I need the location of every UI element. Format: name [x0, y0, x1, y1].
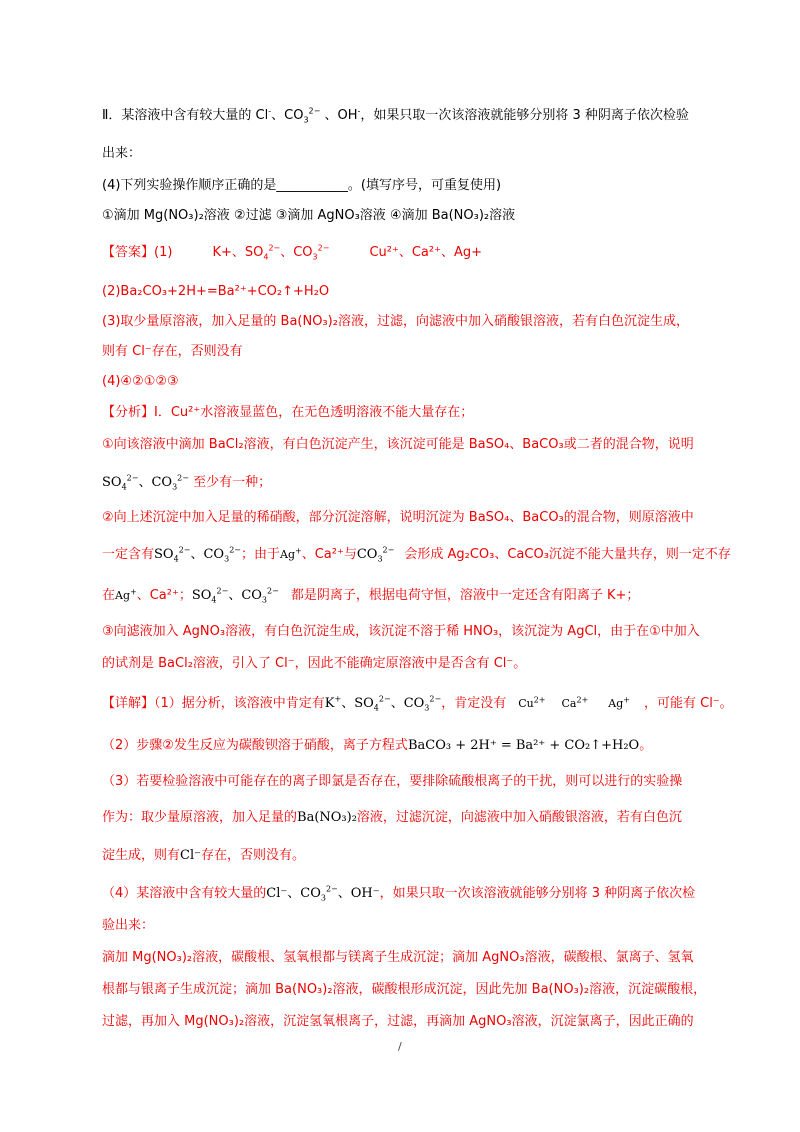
answer-3-line-1: (3)取少量原溶液，加入足量的 Ba(NO₃)₂溶液，过滤，向滤液中加入硝酸银溶液，若有白色沉淀生成， — [102, 314, 689, 329]
detail-3-line-2: 作为：取少量原溶液，加入足量的Ba(NO₃)₂溶液，过滤沉淀，向滤液中加入硝酸银溶液，若有白色沉 — [102, 810, 682, 825]
answer-4: (4)④②①②③ — [102, 374, 179, 389]
page-number: / — [398, 1040, 402, 1053]
detail-4-line-5: 过滤，再加入 Mg(NO₃)₂溶液，沉淀氢氧根离子，过滤，再滴加 AgNO₃溶液，沉淀氯离子，因此正确的 — [102, 1014, 694, 1029]
detail-tag: 【详解】 — [102, 696, 155, 711]
analysis-3-line-2: 一定含有$SO_4^{2-}$、$CO_3^{2-}$；由于Ag+、Ca²⁺与$CO_3^{2-}$ 会形成 Ag₂CO₃、CaCO₃沉淀不能大量共存，则一定不存 — [102, 545, 731, 564]
detail-1: 【详解】（1）据分析，该溶液中肯定有K+、$SO_4^{2-}$、$CO_3^{2-}$，肯定没有 $Cu^{2+}$ $Ca^{2+}$ Ag+ ，可能有 Cl⁻。 — [102, 694, 733, 713]
analysis-2-line-1: ①向该溶液中滴加 BaCl₂溶液，有白色沉淀产生，该沉淀可能是 BaSO₄、BaCO₃或二者的混合物，说明 — [102, 437, 694, 452]
detail-4-line-3: 滴加 Mg(NO₃)₂溶液，碳酸根、氢氧根都与镁离子生成沉淀；滴加 AgNO₃溶液，碳酸根、氯离子、氢氧 — [102, 950, 694, 965]
question-line-1: Ⅱ．某溶液中含有较大量的 Cl-、$CO_3^{2-}$ 、OH-，如果只取一次该溶液就能够分别将 3 种阴离子依次检验 — [102, 106, 689, 125]
question-line-2: 出来： — [102, 146, 142, 161]
equation: BaCO₃ + 2H⁺ = Ba²⁺ + CO₂↑+H₂O — [407, 738, 640, 753]
analysis-1: 【分析】Ⅰ．Cu²⁺水溶液显蓝色，在无色透明溶液不能大量存在； — [102, 405, 474, 420]
cl-ion: Cl- — [255, 106, 272, 123]
detail-2: （2）步骤②发生反应为碳酸钡溶于硝酸，离子方程式BaCO₃ + 2H⁺ = Ba²⁺ + CO₂↑+H₂O。 — [102, 738, 653, 753]
analysis-4-line-1: ③向滤液加入 AgNO₃溶液，有白色沉淀生成，该沉淀不溶于稀 HNO₃，该沉淀为 AgCl，由于在①中加入 — [102, 624, 700, 639]
analysis-3-line-1: ②向上述沉淀中加入足量的稀硝酸，部分沉淀溶解，说明沉淀为 BaSO₄、BaCO₃的混合物，则原溶液中 — [102, 510, 694, 525]
co3-ion: $CO_3^{2-}$ — [284, 106, 321, 125]
answer-tag: 【答案】 — [102, 245, 155, 260]
answer-3-line-2: 则有 Cl⁻存在，否则没有 — [102, 344, 243, 359]
analysis-3-line-3: 在Ag+、Ca²⁺；$SO_4^{2-}$、$CO_3^{2-}$ 都是阴离子，根据电荷守恒，溶液中一定还含有阳离子 K+； — [102, 586, 640, 605]
answer-2: (2)Ba₂CO₃+2H+=Ba²⁺+CO₂↑+H₂O — [102, 284, 330, 299]
question-options: ①滴加 Mg(NO₃)₂溶液 ②过滤 ③滴加 AgNO₃溶液 ④滴加 Ba(NO₃)₂溶液 — [102, 208, 516, 223]
detail-4-line-4: 根都与银离子生成沉淀；滴加 Ba(NO₃)₂溶液，碳酸根形成沉淀，因此先加 Ba(NO₃)₂溶液，沉淀碳酸根， — [102, 982, 707, 997]
detail-4-line-2: 验出来： — [102, 918, 155, 933]
analysis-tag: 【分析】 — [102, 405, 155, 420]
detail-3-line-1: （3）若要检验溶液中可能存在的离子即氯是否存在，要排除硫酸根离子的干扰，则可以进行的实验操 — [102, 774, 683, 789]
analysis-2-line-2: $SO_4^{2-}$、$CO_3^{2-}$ 至少有一种； — [102, 473, 272, 492]
answer-1: 【答案】(1) K+、$SO_4^{2-}$、$CO_3^{2-}$ Cu²⁺、Ca²⁺、Ag+ — [102, 243, 482, 262]
analysis-4-line-2: 的试剂是 BaCl₂溶液，引入了 Cl⁻，因此不能确定原溶液中是否含有 Cl⁻。 — [102, 656, 527, 671]
detail-3-line-3: 淀生成，则有Cl⁻存在，否则没有。 — [102, 848, 305, 863]
detail-4-line-1: （4）某溶液中含有较大量的Cl⁻、$CO_3^{2-}$、OH⁻，如果只取一次该溶液就能够分别将 3 种阴离子依次检 — [102, 884, 696, 903]
question-4: (4)下列实验操作顺序正确的是___________。(填写序号，可重复使用) — [102, 178, 502, 193]
